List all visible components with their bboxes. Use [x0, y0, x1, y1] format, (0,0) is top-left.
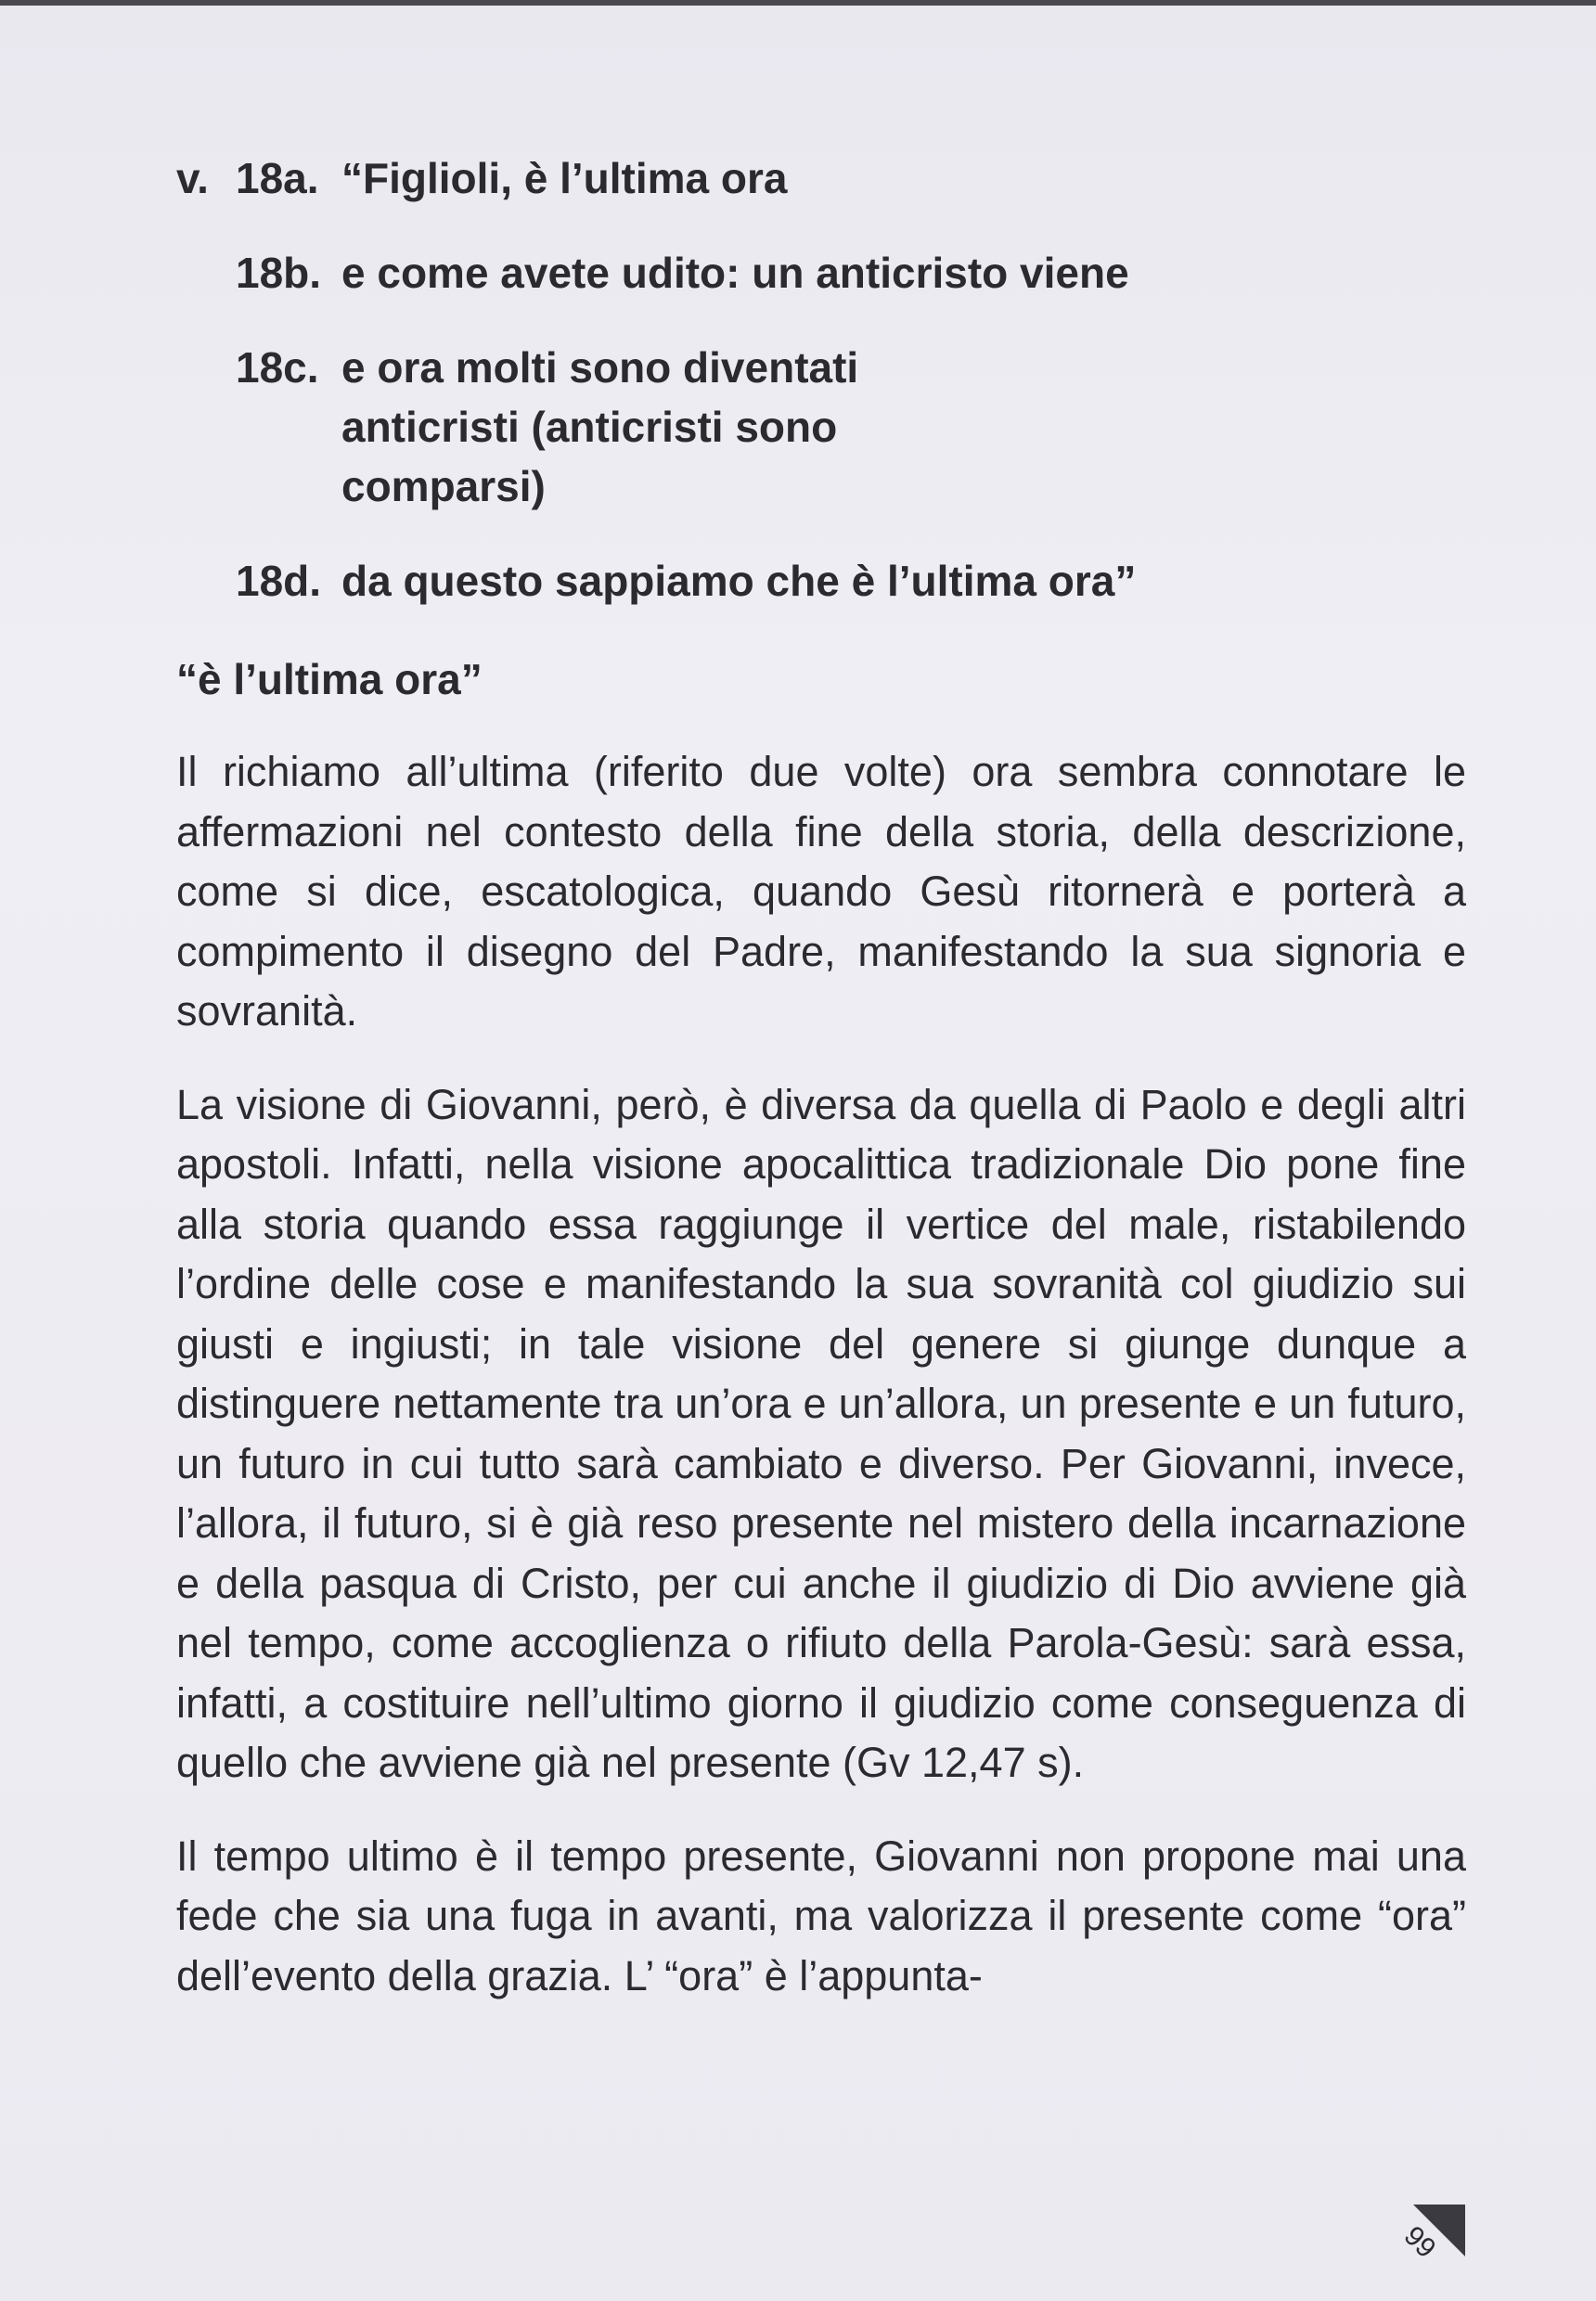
page-top-edge: [0, 0, 1596, 6]
verse-item: [176, 551, 1457, 611]
verse-text: da questo sappiamo che è l’ultima ora”: [341, 557, 1137, 605]
verse-number: 18d.: [236, 557, 322, 605]
verse-item: [176, 148, 1457, 208]
body-text: [176, 742, 1466, 2039]
verse-number: 18a.: [236, 154, 319, 202]
verse-text: e come avete udito: un anticristo viene: [341, 249, 1129, 297]
paragraph: Il tempo ultimo è il tempo presente, Giovanni non propone mai una fede che sia una fuga in avanti, ma valorizza il presente come “ora” dell’evento della grazia. L’ “ora” è l’appunta-: [176, 1832, 1466, 1999]
verse-text: “Figlioli, è l’ultima ora: [341, 154, 788, 202]
verse-item: [176, 243, 1457, 302]
section-heading: “è l’ultima ora”: [176, 655, 483, 703]
verse-list: [176, 148, 1457, 646]
verse-item: [176, 338, 1457, 516]
paragraph: Il richiamo all’ultima (riferito due volte) ora sembra connotare le affermazioni nel contesto della fine della storia, della descrizione, come si dice, escatologica, quando Gesù ritornerà e porterà a compimento il disegno del Padre, manifestando la sua signoria e sovranità.: [176, 748, 1466, 1035]
verse-text: e ora molti sono diventati anticristi (anticristi sono comparsi): [341, 343, 859, 510]
verse-number: 18b.: [236, 249, 322, 297]
verse-prefix: v.: [176, 154, 209, 202]
page-number: 99: [1397, 2220, 1442, 2265]
paragraph: La visione di Giovanni, però, è diversa da quella di Paolo e degli altri apostoli. Infatti, nella visione apocalittica tradizionale Dio pone fine alla storia quando essa raggiunge il vertice del male, ristabilendo l’ordine delle cose e manifestando la sua sovranità col giudizio sui giusti e ingiusti; in tale visione del genere si giunge dunque a distinguere nettamente tra un’ora e un’allora, un presente e un futuro, un futuro in cui tutto sarà cambiato e diverso. Per Giovanni, invece, l’allora, il futuro, si è già reso presente nel mistero della incarnazione e della pasqua di Cristo, per cui anche il giudizio di Dio avviene già nel tempo, come accoglienza o rifiuto della Parola-Gesù: sarà essa, infatti, a costituire nell’ultimo giorno il giudizio come conseguenza di quello che avviene già nel presente (Gv 12,47 s).: [176, 1080, 1466, 1786]
verse-number: 18c.: [236, 343, 319, 392]
